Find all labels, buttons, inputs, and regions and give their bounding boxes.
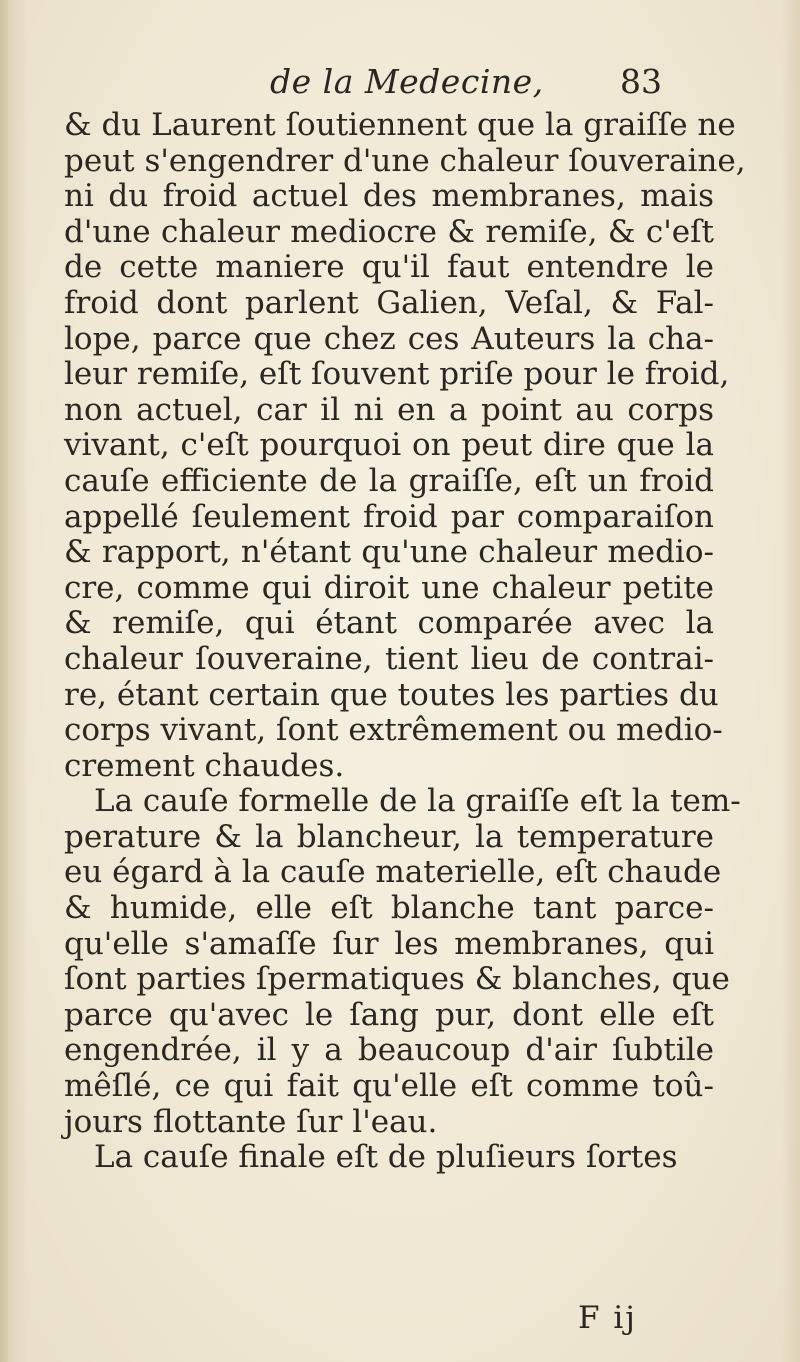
text-line: d'une chaleur mediocre & remiſe, & c'eſt	[64, 213, 714, 250]
text-line: chaleur ſouveraine, tient lieu de contrai-	[64, 640, 714, 677]
text-line: appellé ſeulement froid par comparaiſon	[64, 498, 714, 535]
signature-mark: F ij	[578, 1300, 637, 1336]
page-number: 83	[620, 62, 662, 101]
text-line: eu égard à la cauſe materielle, eſt chaude	[64, 854, 722, 891]
text-line: perature & la blancheur, la temperature	[64, 818, 714, 855]
running-head: de la Medecine,	[270, 62, 544, 101]
paragraph-end-line: jours flottante ſur l'eau.	[64, 1103, 438, 1140]
text-line: vivant, c'eſt pourquoi on peut dire que la	[64, 427, 714, 464]
text-line: cre, comme qui diroit une chaleur petite	[64, 569, 714, 606]
binding-gutter-shadow	[0, 0, 28, 1362]
page-edge-shade	[782, 0, 800, 1362]
text-line: froid dont parlent Galien, Veſal, & Fal-	[64, 284, 714, 321]
text-line: lope, parce que chez ces Auteurs la cha-	[64, 320, 714, 357]
body-text	[64, 107, 746, 1176]
text-line: ſont parties ſpermatiques & blanches, que	[64, 961, 730, 998]
text-line: ni du froid actuel des membranes, mais	[64, 178, 714, 215]
text-line: engendrée, il y a beaucoup d'air ſubtile	[64, 1032, 714, 1069]
text-line: leur remiſe, eſt ſouvent priſe pour le froid,	[64, 356, 730, 393]
paragraph-end-line: crement chaudes.	[64, 747, 345, 784]
text-line: re, étant certain que toutes les parties du	[64, 676, 719, 713]
paragraph-start-line: La cauſe formelle de la graiſſe eſt la tem-	[94, 783, 741, 820]
text-line: qu'elle s'amaſſe ſur les membranes, qui	[64, 925, 714, 962]
text-line: & remiſe, qui étant comparée avec la	[64, 605, 714, 642]
text-line: & rapport, n'étant qu'une chaleur medio-	[64, 534, 714, 571]
text-line: & humide, elle eſt blanche tant parce-	[64, 890, 714, 927]
text-line: mêſlé, ce qui fait qu'elle eſt comme toû-	[64, 1068, 714, 1105]
text-line: cauſe efficiente de la graiſſe, eſt un froid	[64, 462, 714, 499]
text-line: non actuel, car il ni en a point au corps	[64, 391, 714, 428]
text-line: de cette maniere qu'il faut entendre le	[64, 249, 714, 286]
text-line: corps vivant, ſont extrêmement ou medio-	[64, 712, 723, 749]
text-line: & du Laurent ſoutiennent que la graiſſe ne	[64, 107, 736, 143]
paragraph-start-line: La cauſe finale eſt de pluſieurs ſortes	[94, 1139, 678, 1176]
text-line: peut s'engendrer d'une chaleur ſouveraine,	[64, 142, 746, 179]
text-line: parce qu'avec le ſang pur, dont elle eſt	[64, 996, 714, 1033]
page-header	[0, 62, 800, 110]
